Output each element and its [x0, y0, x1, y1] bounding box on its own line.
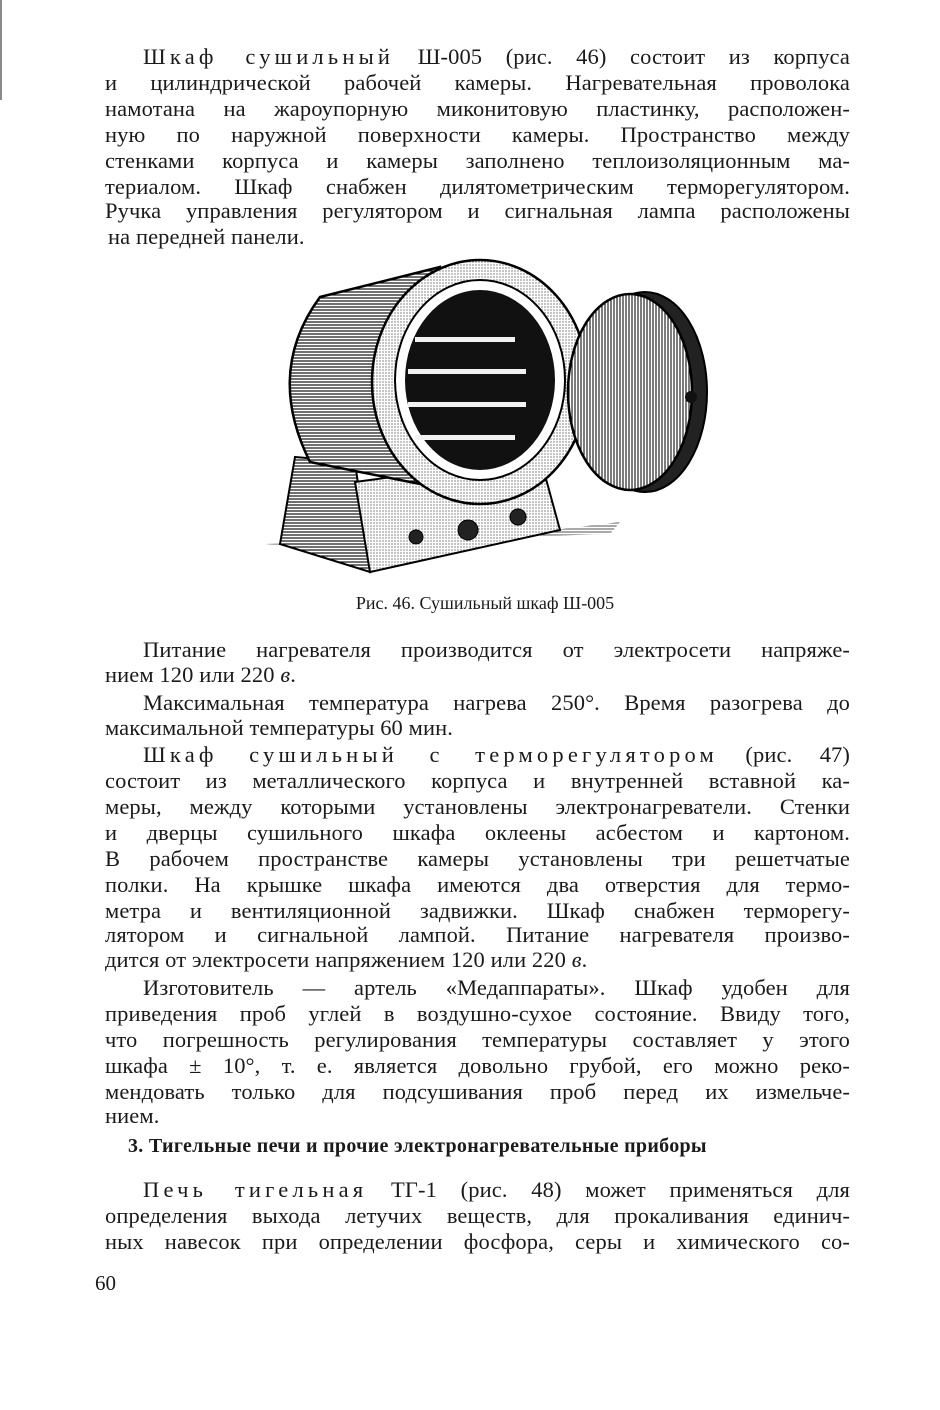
text-line: и цилиндрической рабочей камеры. Нагревательная проволока — [105, 70, 850, 95]
text-span: ТГ-1 (рис. 48) может применяться для — [367, 1177, 850, 1202]
text-line: Питание нагревателя производится от электросети напряже- — [143, 637, 850, 662]
text-line: В рабочем пространстве камеры установлены три решетчатые — [105, 846, 850, 871]
text-line: определения выхода летучих веществ, для прокаливания единич- — [105, 1203, 850, 1228]
drying-cabinet-illustration — [250, 252, 710, 587]
spaced-term: Печь тигельная — [143, 1177, 368, 1202]
text-line: Изготовитель — артель «Медаппараты». Шкаф удобен для — [143, 975, 850, 1000]
figure-caption — [0, 592, 940, 614]
text-line: шкафа ± 10°, т. е. является довольно грубой, его можно реко- — [105, 1053, 850, 1078]
text-line: нием. — [105, 1103, 160, 1128]
spaced-term: Шкаф сушильный — [143, 44, 395, 69]
text-line: полки. На крышке шкафа имеются два отверстия для термо- — [105, 872, 850, 897]
text-line — [105, 662, 296, 688]
text-line: намотана на жароупорную миконитовую пластинку, расположен- — [105, 96, 850, 121]
text-span: дится от электросети напряжением 120 или 220 — [105, 947, 572, 972]
text-line: лятором и сигнальной лампой. Питание нагревателя произво- — [105, 922, 850, 947]
text-line: и дверцы сушильного шкафа оклеены асбестом и картоном. — [105, 820, 850, 845]
text-line: что погрешность регулирования температуры составляет у этого — [105, 1027, 850, 1052]
text-line: меры, между которыми установлены электронагреватели. Стенки — [105, 794, 850, 819]
text-line: Максимальная температура нагрева 250°. Время разогрева до — [143, 690, 850, 715]
text-span: нием 120 или 220 — [105, 662, 281, 687]
text-line: Ручка управления регулятором и сигнальная лампа расположены — [105, 198, 850, 223]
unit-volt: в — [280, 662, 291, 687]
text-line — [143, 44, 850, 70]
text-line: ную по наружной поверхности камеры. Пространство между — [105, 122, 850, 147]
text-line: приведения проб углей в воздушно-сухое состояние. Ввиду того, — [105, 1001, 850, 1026]
text-span: Ш-005 (рис. 46) состоит из корпуса — [394, 44, 850, 69]
text-line — [143, 742, 850, 768]
section-heading: 3. Тигельные печи и прочие электронагревательные приборы — [128, 1135, 707, 1157]
text-line: териалом. Шкаф снабжен дилятометрическим терморегулятором. — [105, 174, 850, 199]
text-line — [143, 1177, 850, 1203]
scan-edge-mark — [0, 0, 2, 100]
text-line: на передней панели. — [108, 224, 305, 249]
text-line: мендовать только для подсушивания проб перед их измельче- — [105, 1079, 850, 1104]
text-line: максимальной температуры 60 мин. — [105, 715, 453, 740]
text-span: . — [581, 947, 588, 972]
unit-volt: в — [571, 947, 582, 972]
text-span: . — [290, 662, 296, 687]
text-line: ных навесок при определении фосфора, серы и химического со- — [105, 1229, 850, 1254]
text-line — [105, 947, 587, 973]
text-line: состоит из металлического корпуса и внутренней вставной ка- — [105, 768, 850, 793]
caption-text: Рис. 46. Сушильный шкаф Ш-005 — [355, 593, 615, 613]
page-number: 60 — [95, 1271, 116, 1295]
spaced-term: Шкаф сушильный с терморегулятором — [143, 742, 718, 767]
text-line: метра и вентиляционной задвижки. Шкаф снабжен терморегу- — [105, 898, 850, 923]
text-line: стенками корпуса и камеры заполнено теплоизоляционным ма- — [105, 148, 850, 173]
text-span: (рис. 47) — [717, 742, 850, 767]
